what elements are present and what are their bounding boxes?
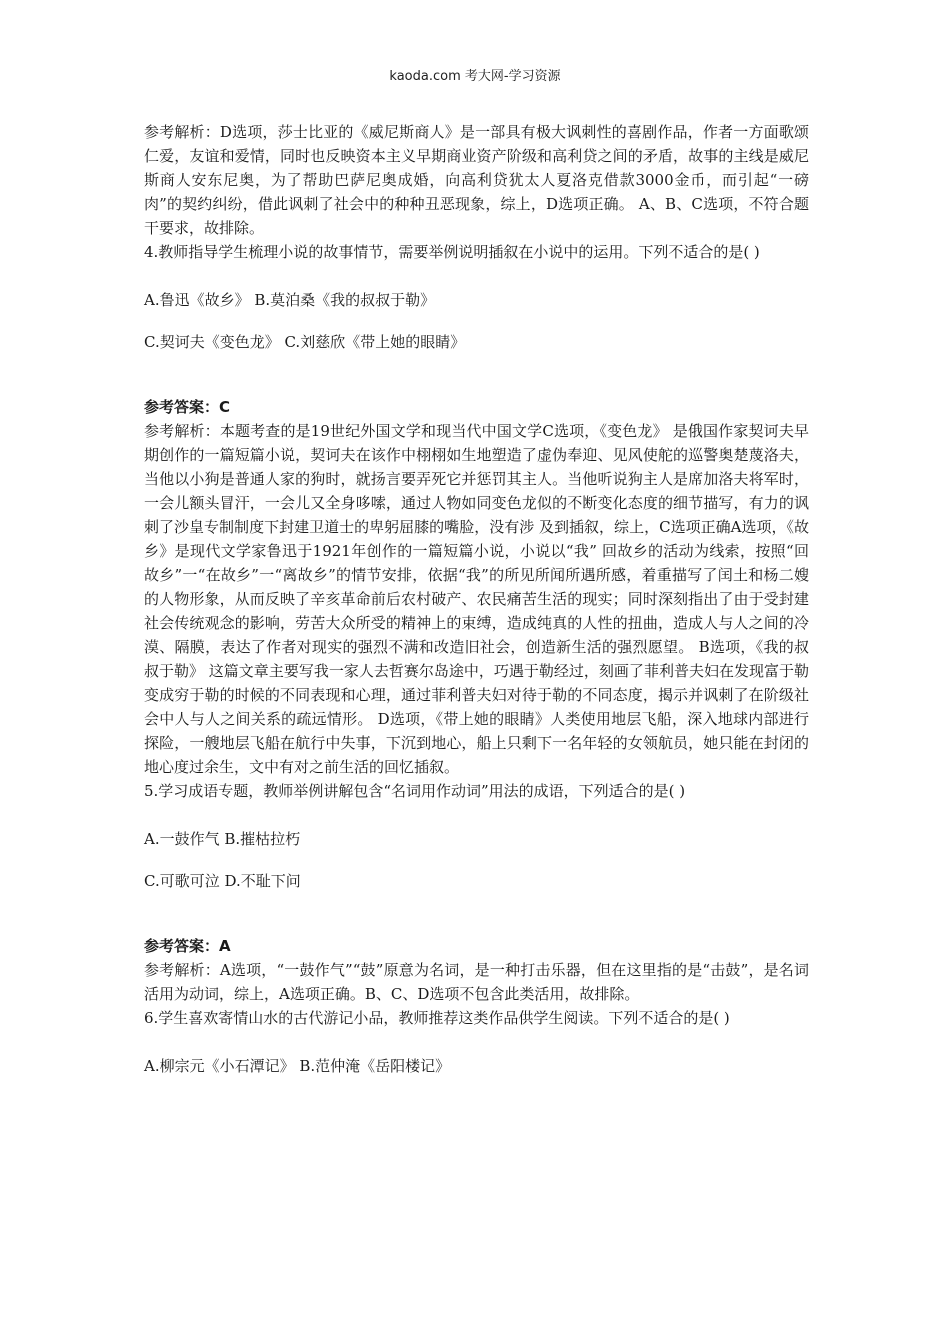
question-5: 5.学习成语专题，教师举例讲解包含“名词用作动词”用法的成语，下列适合的是( )	[144, 782, 686, 800]
page-header: kaoda.com 考大网-学习资源	[389, 69, 561, 84]
answer-q5: 参考答案：A	[144, 937, 231, 955]
question-4: 4.教师指导学生梳理小说的故事情节，需要举例说明插叙在小说中的运用。下列不适合的是( )	[144, 243, 760, 261]
explanation-q4: 参考解析：本题考查的是19世纪外国文学和现当代中国文学C选项，《变色龙》 是俄国作家契诃夫早期创作的一篇短篇小说，契诃夫在该作中栩栩如生地塑造了虚伪奉迎、见风使舵的巡警奥楚蔑洛夫，当他以小狗是普通人家的狗时，就扬言要弄死它并惩罚其主人。当他听说狗主人是席加洛夫将军时，一会儿额头冒汗，一会儿又全身哆嗦，通过人物如同变色龙似的不断变化态度的细节描写，有力的讽刺了沙皇专制制度下封建卫道士的卑躬屈膝的嘴脸，没有涉 及到插叙，综上，C选项正确A选项，《故乡》是现代文学家鲁迅于1921年创作的一篇短篇小说，小说以“我” 回故乡的活动为线索，按照“回故乡”一“在故乡”一“离故乡”的情节安排，依据“我”的所见所闻所遇所感，着重描写了闰土和杨二嫂的人物形象，从而反映了辛亥革命前后农村破产、农民痛苦生活的现实；同时深刻指出了由于受封建社会传统观念的影响，劳苦大众所受的精神上的束缚，造成纯真的人性的扭曲，造成人与人之间的冷漠、隔膜，表达了作者对现实的强烈不满和改造旧社会，创造新生活的强烈愿望。 B选项，《我的叔叔于勒》 这篇文章主要写我一家人去哲赛尔岛途中，巧遇于勒经过，刻画了菲利普夫妇在发现富于勒变成穷于勒的时候的不同表现和心理，通过菲利普夫妇对待于勒的不同态度，揭示并讽刺了在阶级社会中人与人之间关系的疏远情形。 D选项，《带上她的眼睛》人类使用地层飞船，深入地球内部进行探险，一艘地层飞船在航行中失事，下沉到地心，船上只剩下一名年轻的女领航员，她只能在封闭的地心度过余生，文中有对之前生活的回忆插叙。	[144, 422, 809, 776]
explanation-q5: 参考解析：A选项，“一鼓作气”“鼓”原意为名词，是一种打击乐器，但在这里指的是“击鼓”，是名词活用为动词，综上，A选项正确。B、C、D选项不包含此类活用，故排除。	[144, 961, 809, 1003]
q4-options-cd: C.契诃夫《变色龙》 C.刘慈欣《带上她的眼睛》	[144, 333, 466, 351]
document-body	[144, 120, 809, 1078]
answer-q4: 参考答案：C	[144, 398, 231, 416]
q5-options-ab: A.一鼓作气 B.摧枯拉朽	[144, 830, 301, 848]
explanation-q3: 参考解析：D选项，莎士比亚的《威尼斯商人》是一部具有极大讽刺性的喜剧作品，作者一方面歌颂仁爱，友谊和爱情，同时也反映资本主义早期商业资产阶级和高利贷之间的矛盾，故事的主线是威尼斯商人安东尼奥，为了帮助巴萨尼奥成婚，向高利贷犹太人夏洛克借款3000金币，而引起“一磅肉”的契约纠纷，借此讽刺了社会中的种种丑恶现象，综上，D选项正确。 A、B、C选项，不符合题干要求，故排除。	[144, 123, 809, 237]
q6-options-ab: A.柳宗元《小石潭记》 B.范仲淹《岳阳楼记》	[144, 1057, 451, 1075]
q5-options-cd: C.可歌可泣 D.不耻下问	[144, 872, 301, 890]
q4-options-ab: A.鲁迅《故乡》 B.莫泊桑《我的叔叔于勒》	[144, 291, 436, 309]
question-6: 6.学生喜欢寄情山水的古代游记小品，教师推荐这类作品供学生阅读。下列不适合的是( )	[144, 1009, 730, 1027]
